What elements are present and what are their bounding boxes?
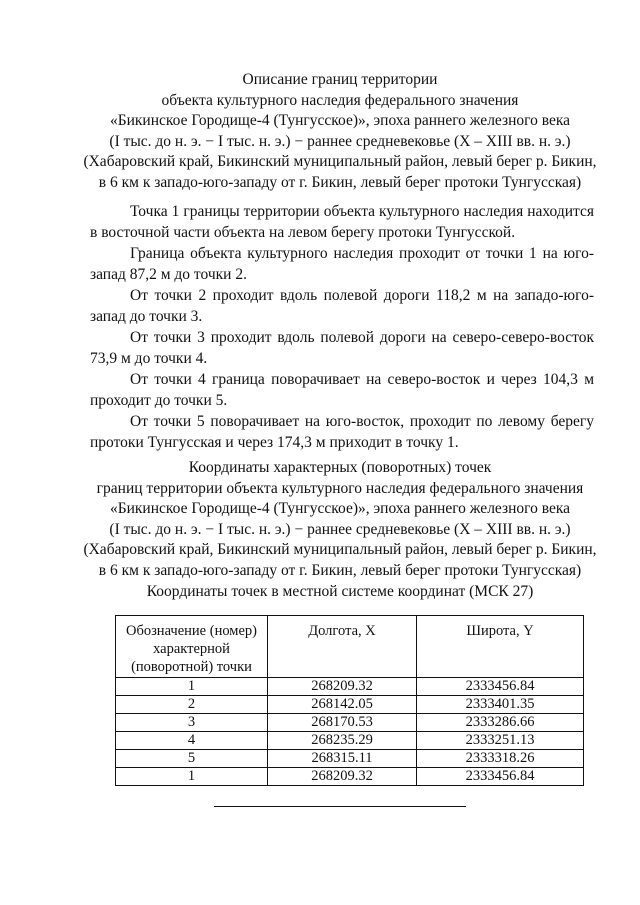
heading-line: в 6 км к западо-юго-западу от г. Бикин, левый берег протоки Тунгусская) [98, 173, 582, 191]
table-row [116, 696, 584, 714]
longitude-cell: 268142.05 [268, 696, 417, 714]
heading-line: (Хабаровский край, Бикинский муниципальный район, левый берег р. Бикин, [83, 153, 597, 170]
table-header-row [116, 616, 584, 678]
table-row [116, 750, 584, 768]
point-number-cell: 1 [116, 678, 268, 696]
longitude-cell: 268235.29 [268, 732, 417, 750]
heading-line: (I тыс. до н. э. − I тыс. н. э.) − раннее средневековье (X – XIII вв. н. э.) [109, 132, 571, 150]
latitude-cell: 2333318.26 [417, 750, 584, 768]
longitude-cell: 268209.32 [268, 768, 417, 786]
coordinates-table [115, 615, 584, 786]
table-title: Координаты точек в местной системе координат (МСК 27) [146, 583, 534, 600]
table-row [116, 768, 584, 786]
footer-divider [214, 806, 466, 807]
point-number-cell: 2 [116, 696, 268, 714]
heading-line: в 6 км к западо-юго-западу от г. Бикин, левый берег протоки Тунгусская) [98, 561, 582, 579]
boundary-description [90, 202, 594, 453]
header-latitude: Широта, Y [417, 616, 584, 678]
heading-line: (I тыс. до н. э. − I тыс. н. э.) − раннее средневековье (X – XIII вв. н. э.) [109, 520, 571, 538]
latitude-cell: 2333251.13 [417, 732, 584, 750]
point-number-cell: 1 [116, 768, 268, 786]
header-longitude: Долгота, X [268, 616, 417, 678]
longitude-cell: 268170.53 [268, 714, 417, 732]
description-heading [70, 70, 610, 193]
paragraph: Граница объекта культурного наследия проходит от точки 1 на юго-запад 87,2 м до точки 2. [90, 245, 594, 283]
heading-line: границ территории объекта культурного наследия федерального значения [96, 479, 584, 497]
heading-line: Описание границ территории [242, 71, 438, 88]
longitude-cell: 268315.11 [268, 750, 417, 768]
table-row [116, 714, 584, 732]
paragraph: Точка 1 границы территории объекта культурного наследия находится в восточной части объекта на левом берегу протоки Тунгусской. [90, 203, 594, 241]
heading-line: Координаты характерных (поворотных) точек [188, 459, 492, 476]
heading-line: «Бикинское Городище-4 (Тунгусское)», эпоха раннего железного века [109, 500, 571, 517]
latitude-cell: 2333456.84 [417, 678, 584, 696]
heading-line: «Бикинское Городище-4 (Тунгусское)», эпоха раннего железного века [109, 112, 571, 129]
point-number-cell: 4 [116, 732, 268, 750]
heading-line: (Хабаровский край, Бикинский муниципальный район, левый берег р. Бикин, [83, 541, 597, 558]
point-number-cell: 5 [116, 750, 268, 768]
longitude-cell: 268209.32 [268, 678, 417, 696]
point-number-cell: 3 [116, 714, 268, 732]
latitude-cell: 2333401.35 [417, 696, 584, 714]
table-row [116, 678, 584, 696]
paragraph: От точки 3 проходит вдоль полевой дороги на северо-северо-восток 73,9 м до точки 4. [90, 329, 594, 367]
paragraph: От точки 2 проходит вдоль полевой дороги 118,2 м на западо-юго-запад до точки 3. [90, 287, 594, 325]
heading-line: объекта культурного наследия федерального значения [161, 91, 519, 109]
latitude-cell: 2333286.66 [417, 714, 584, 732]
table-row [116, 732, 584, 750]
paragraph: От точки 5 поворачивает на юго-восток, проходит по левому берегу протоки Тунгусская и через 174,3 м приходит в точку 1. [90, 413, 594, 451]
coordinates-heading [70, 458, 610, 581]
paragraph: От точки 4 граница поворачивает на северо-восток и через 104,3 м проходит до точки 5. [90, 371, 594, 409]
latitude-cell: 2333456.84 [417, 768, 584, 786]
header-point-number: Обозначение (номер) характерной (поворотной) точки [116, 616, 268, 678]
